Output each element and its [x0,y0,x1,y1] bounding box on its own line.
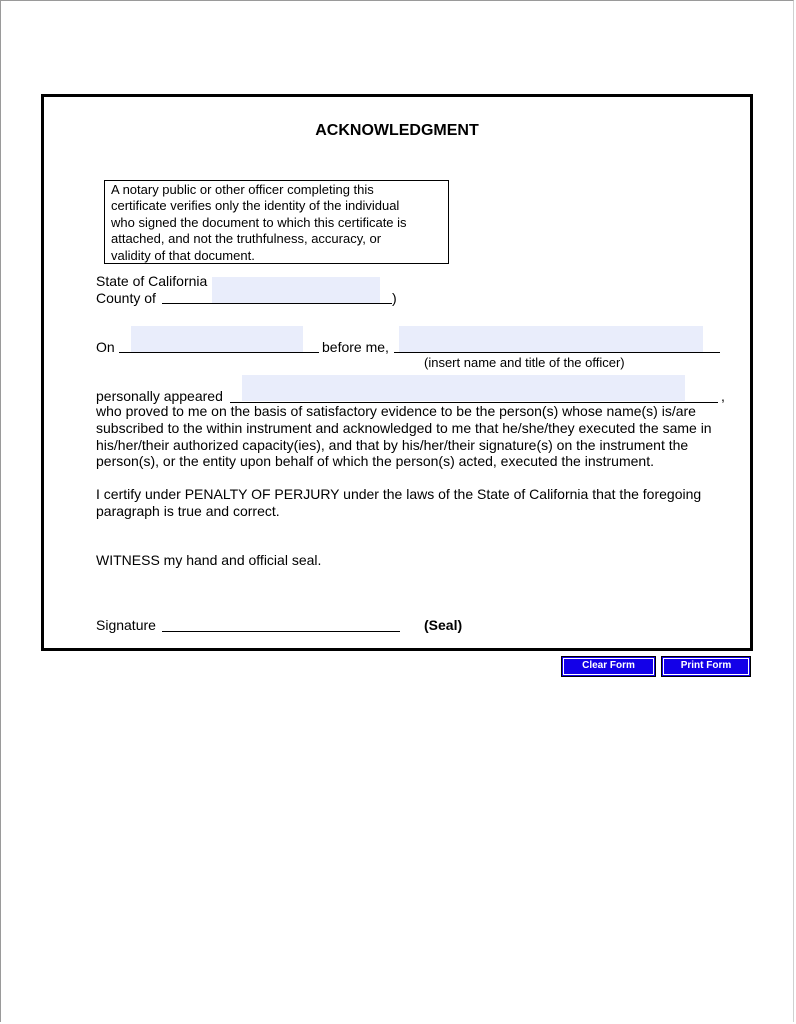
perjury-line: paragraph is true and correct. [96,502,280,519]
print-form-button[interactable]: Print Form [661,656,751,677]
witness-statement: WITNESS my hand and official seal. [96,552,322,568]
notice-line: validity of that document. [111,247,255,263]
signature-line [162,631,400,632]
on-label: On [96,339,115,355]
acknowledgment-form [41,94,753,651]
notary-notice-box [104,180,449,264]
officer-field[interactable] [399,326,703,352]
clear-form-button[interactable]: Clear Form [561,656,656,677]
county-label: County of [96,290,156,306]
form-title: ACKNOWLEDGMENT [315,122,479,139]
date-field[interactable] [131,326,303,352]
county-field[interactable] [212,277,380,303]
officer-caption: (insert name and title of the officer) [424,355,625,370]
before-me-label: before me, [322,339,389,355]
notice-line: who signed the document to which this certificate is [111,214,407,230]
date-underline [119,352,319,353]
appeared-field[interactable] [242,375,685,401]
notice-line: certificate verifies only the identity of the individual [111,198,400,214]
proof-line: subscribed to the within instrument and acknowledged to me that he/she/they executed the same in [96,419,712,436]
county-close-paren: ) [392,290,397,306]
perjury-paragraph [96,486,701,520]
county-underline [162,303,392,304]
perjury-line: I certify under PENALTY OF PERJURY under the laws of the State of California that the foregoing [96,486,702,502]
signature-label: Signature [96,617,156,633]
proof-paragraph [96,403,712,470]
appeared-label: personally appeared [96,388,223,404]
officer-underline [394,352,720,353]
notice-line: A notary public or other officer completing this [111,182,374,197]
proof-line: his/her/their authorized capacity(ies), and that by his/her/their signature(s) on the instrument the [96,436,689,453]
notice-line: attached, and not the truthfulness, accuracy, or [111,231,382,247]
state-label: State of California [96,273,208,289]
appeared-comma: , [721,388,725,404]
seal-label: (Seal) [424,617,463,633]
proof-line: person(s), or the entity upon behalf of which the person(s) acted, executed the instrument. [96,453,654,470]
proof-line: who proved to me on the basis of satisfactory evidence to be the person(s) whose name(s) is/are [96,403,696,419]
